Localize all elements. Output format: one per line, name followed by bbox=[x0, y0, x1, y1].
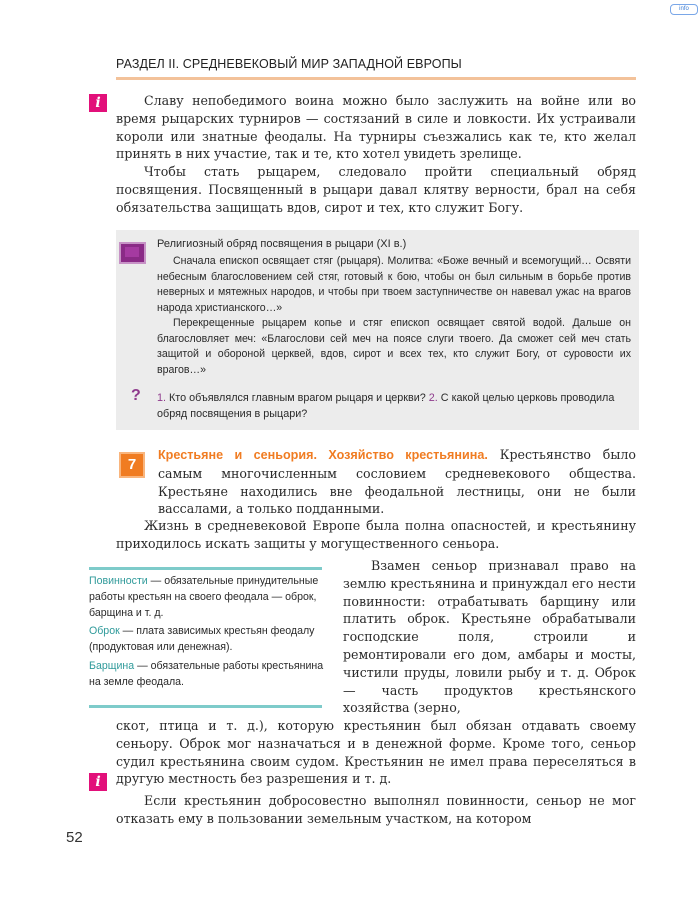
page-number: 52 bbox=[66, 829, 83, 846]
document-title: Религиозный обряд посвящения в рыцари (XI в.) bbox=[157, 238, 407, 250]
info-icon: i bbox=[89, 94, 107, 112]
glossary-definition: — обязательные работы крестьянина на земле феодала. bbox=[89, 659, 324, 688]
section-paragraph-1: Крестьянство было самым многочисленным сословием средневекового общества. Крестьяне находились вне феодальной лестницы, они не были вассалами, а только подданными. bbox=[158, 447, 636, 517]
section-paragraph-3-narrow: Взамен сеньор признавал право на землю крестьянина и принуждал его нести повинности: отрабатывать барщину или платить оброк. Крестьяне обрабатывали господские поля, строили и ремонтировали его дом, амбары и мосты, чистили пруды, ловили рыбу и т. д. Оброк — часть продуктов крестьянского хозяйства (зерно, bbox=[343, 558, 636, 716]
corner-logo: info bbox=[670, 4, 698, 15]
question-1: Кто объявлялся главным врагом рыцаря и церкви? bbox=[169, 392, 426, 404]
intro-paragraph-1: Славу непобедимого воина можно было заслужить на войне или во время рыцарских турниров — состязаний в силе и ловкости. Их устраивали короли или знатные феодалы. На турниры съезжались как те, кто желал принять в них участие, так и те, кто хотел увидеть зрелище. bbox=[116, 93, 636, 162]
glossary-term: Барщина bbox=[89, 659, 135, 672]
question-icon: ? bbox=[131, 387, 141, 404]
glossary-top-rule bbox=[89, 567, 322, 570]
header-rule bbox=[116, 77, 636, 80]
info-icon: i bbox=[89, 773, 107, 791]
document-body bbox=[157, 254, 631, 378]
glossary-definition: — обязательные принудительные работы крестьян на своего феодала — оброк, барщина и т. д. bbox=[89, 575, 319, 619]
document-icon bbox=[119, 242, 146, 264]
intro-paragraph-2: Чтобы стать рыцарем, следовало пройти специальный обряд посвящения. Посвященный в рыцари давал клятву верности, брал на себя обязательства защищать вдов, сирот и тех, кто служит Богу. bbox=[116, 164, 636, 215]
section-paragraph-4: Если крестьянин добросовестно выполнял повинности, сеньор не мог отказать ему в пользовании земельным участком, на котором bbox=[116, 793, 636, 826]
glossary-term: Повинности bbox=[89, 575, 148, 587]
section-number-badge: 7 bbox=[121, 454, 143, 476]
questions bbox=[157, 391, 631, 422]
section-paragraph-2: Жизнь в средневековой Европе была полна опасностей, и крестьянину приходилось искать защиты у могущественного сеньора. bbox=[116, 518, 636, 551]
section-paragraph-3-continued: скот, птица и т. д.), которую крестьянин был обязан отдавать своему сеньору. Оброк мог назначаться и в денежной форме. Кроме того, сеньор судил крестьянина своим судом. Крестьянин не имел права переселяться в другую местность без разрешения и т. д. bbox=[116, 718, 636, 787]
question-2-number: 2. bbox=[428, 392, 438, 404]
question-1-number: 1. bbox=[157, 392, 167, 404]
glossary bbox=[89, 574, 329, 694]
glossary-definition: — плата зависимых крестьян феодалу (продуктовая или денежная). bbox=[89, 625, 315, 654]
section-heading-paragraph bbox=[158, 446, 636, 518]
glossary-item bbox=[89, 574, 329, 621]
glossary-bottom-rule bbox=[89, 705, 322, 708]
question-2: С какой целью церковь проводила обряд посвящения в рыцари? bbox=[157, 392, 615, 420]
glossary-item bbox=[89, 624, 329, 656]
section-header: РАЗДЕЛ II. СРЕДНЕВЕКОВЫЙ МИР ЗАПАДНОЙ ЕВРОПЫ bbox=[116, 57, 462, 71]
document-paragraph-2: Перекрещенные рыцарем копье и стяг епископ освящает святой водой. Дальше он благословляет меч: «Благослови сей меч на поясе слуги твоего. Да сможет сей меч стать защитой и обороной церквей, вдов, сирот и всех тех, кто служит Богу, от суровости их врагов…» bbox=[157, 317, 631, 376]
section-title: Крестьяне и сеньория. Хозяйство крестьянина. bbox=[158, 448, 488, 462]
glossary-item bbox=[89, 659, 329, 691]
document-paragraph-1: Сначала епископ освящает стяг (рыцаря). Молитва: «Боже вечный и всемогущий… Освяти небесным благословением сей стяг, готовый к бою, чтобы он был сильным в борьбе против неверных и мятежных народов, и чтобы при твоем заступничестве он навевал ужас на врагов народа христианского…» bbox=[157, 255, 631, 314]
glossary-term: Оброк bbox=[89, 625, 120, 638]
